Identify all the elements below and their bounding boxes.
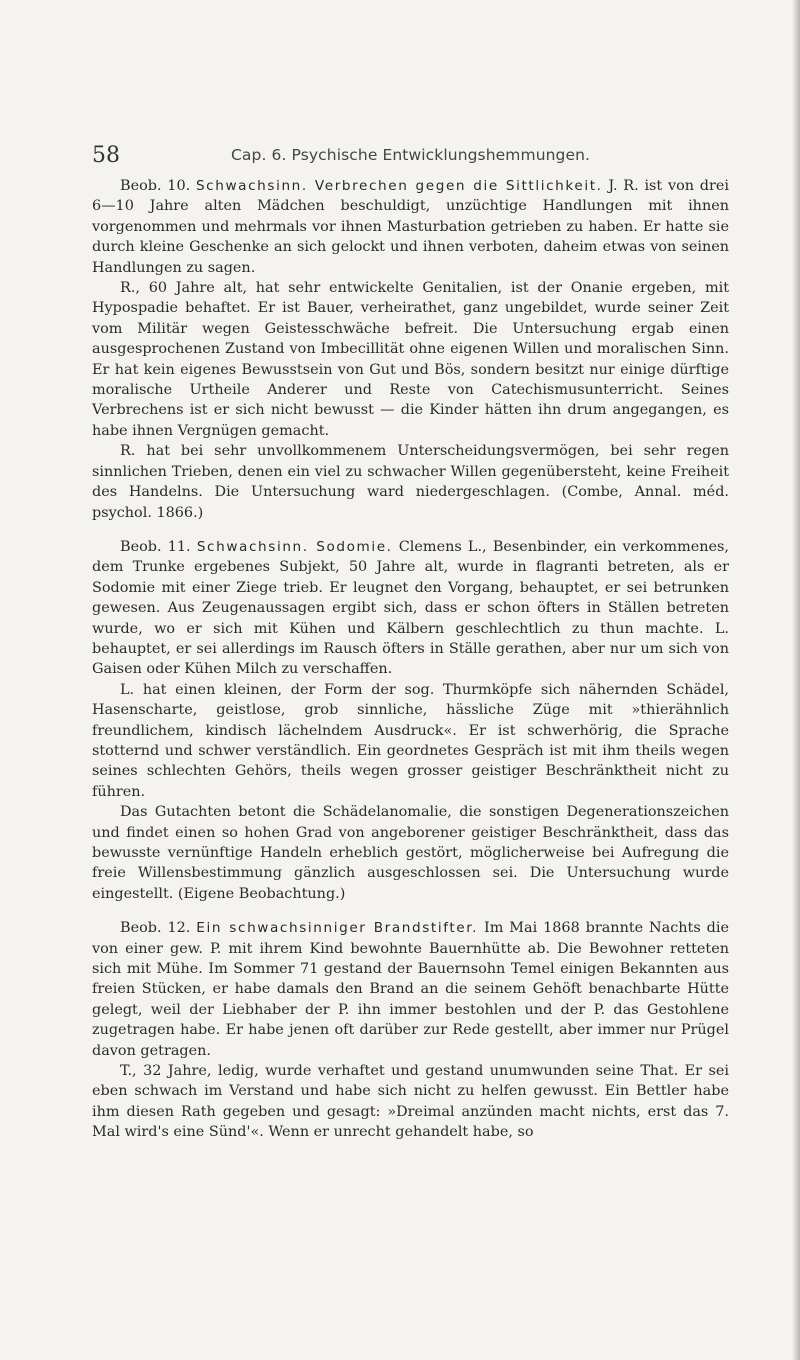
- body-text: [92, 176, 729, 1143]
- observation-heading: Ein schwachsinniger Brandstifter.: [196, 920, 479, 937]
- observation-label: Beob. 11.: [120, 538, 191, 555]
- observation-label: Beob. 12.: [120, 920, 191, 937]
- observation-12-intro: [92, 918, 729, 1061]
- paragraph: L. hat einen kleinen, der Form der sog. Thurmköpfe sich nähernden Schädel, Hasenscharte, geistlose, grob sinnliche, hässliche Züge mit »thierähnlich freundlichem, kindisch lächelndem Ausdruck«. Er ist schwerhörig, die Sprache stotternd und schwer verständlich. Ein geordnetes Gespräch ist mit ihm theils wegen seines schlechten Gehörs, theils wegen grosser geistiger Beschränktheit nicht zu führen.: [92, 681, 729, 800]
- page-number: 58: [92, 143, 120, 168]
- observation-heading: Schwachsinn. Verbrechen gegen die Sittlichkeit.: [195, 178, 603, 194]
- paragraph: Das Gutachten betont die Schädelanomalie, die sonstigen Degenerationszeichen und findet einen so hohen Grad von angeborener geistiger Beschränktheit, dass das bewusste vernünftige Handeln erheblich gestört, möglicherweise bei Aufregung die freie Willensbestimmung gänzlich ausgeschlossen sei. Die Untersuchung wurde eingestellt. (Eigene Beobachtung.): [92, 804, 729, 902]
- observation-heading: Schwachsinn. Sodomie.: [196, 538, 393, 555]
- paragraph-text: J. R. ist von drei 6—10 Jahre alten Mädchen beschuldigt, unzüchtige Handlungen mit ihnen vorgenommen und mehrmals vor ihnen Masturbation getrieben zu haben. Er hatte sie durch kleine Geschenke an sich gelockt und ihnen verboten, daheim etwas von seinen Handlungen zu sagen.: [92, 178, 729, 276]
- running-head: [92, 143, 752, 177]
- running-title: Cap. 6. Psychische Entwicklungshemmungen.: [231, 146, 591, 164]
- paragraph-text: Clemens L., Besenbinder, ein verkommenes, dem Trunke ergebenes Subjekt, 50 Jahre alt, wurde in flagranti betreten, als er Sodomie mit einer Ziege trieb. Er leugnet den Vorgang, behauptet, er sei betrunken gewesen. Aus Zeugenaussagen ergibt sich, dass er schon öfters in Ställen betreten wurde, wo er sich mit Kühen und Kälbern geschlechtlich zu thun machte. L. behauptet, er sei allerdings im Rausch öfters in Ställe gerathen, aber nur um sich von Gaisen oder Kühen Milch zu verschaffen.: [92, 538, 729, 678]
- page-edge-shadow: [792, 0, 800, 1360]
- paragraph: R. hat bei sehr unvollkommenem Unterscheidungsvermögen, bei sehr regen sinnlichen Trieben, denen ein viel zu schwacher Willen gegenübersteht, keine Freiheit des Handelns. Die Untersuchung ward niedergeschlagen. (Combe, Annal. méd. psychol. 1866.): [92, 443, 729, 521]
- observation-10-intro: [92, 176, 729, 278]
- paragraph: R., 60 Jahre alt, hat sehr entwickelte Genitalien, ist der Onanie ergeben, mit Hypospadie behaftet. Er ist Bauer, verheirathet, ganz ungebildet, wurde seiner Zeit vom Militär wegen Geistesschwäche befreit. Die Untersuchung ergab einen ausgesprochenen Zustand von Imbecillität ohne eigenen Willen und moralischen Sinn. Er hat kein eigenes Bewusstsein von Gut und Bös, sondern besitzt nur einige dürftige moralische Urtheile Anderer und Reste von Catechismusunterricht. Seines Verbrechens ist er sich nicht bewusst — die Kinder hätten ihn drum angegangen, es habe ihnen Vergnügen gemacht.: [92, 280, 729, 439]
- observation-label: Beob. 10.: [120, 178, 191, 194]
- observation-11-intro: [92, 537, 729, 680]
- paragraph-text: Im Mai 1868 brannte Nachts die von einer gew. P. mit ihrem Kind bewohnte Bauernhütte ab. Die Bewohner retteten sich mit Mühe. Im Sommer 71 gestand der Bauernsohn Temel einigen Bekannten aus freien Stücken, er habe damals den Brand an die seinem Gehöft benachbarte Hütte gelegt, weil der Liebhaber der P. ihn immer bestohlen und der P. das Gestohlene zugetragen habe. Er habe jenen oft darüber zur Rede gestellt, aber immer nur Prügel davon getragen.: [92, 920, 729, 1059]
- paragraph: T., 32 Jahre, ledig, wurde verhaftet und gestand unumwunden seine That. Er sei eben schwach im Verstand und habe sich nicht zu helfen gewusst. Ein Bettler habe ihm diesen Rath gegeben und gesagt: »Dreimal anzünden macht nichts, erst das 7. Mal wird's eine Sünd'«. Wenn er unrecht gehandelt habe, so: [92, 1063, 729, 1141]
